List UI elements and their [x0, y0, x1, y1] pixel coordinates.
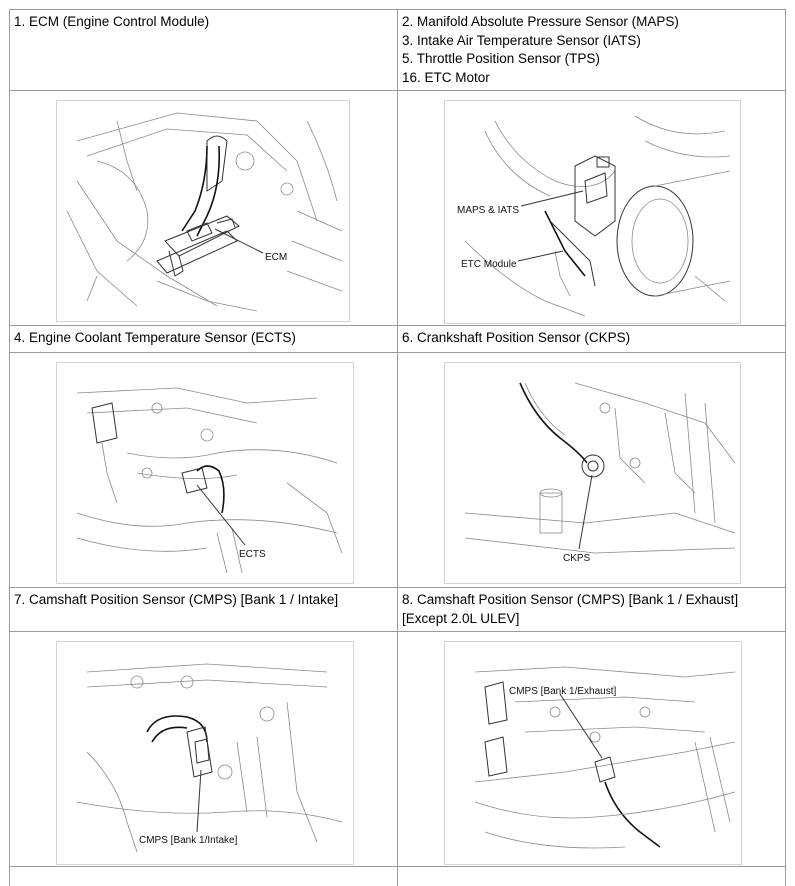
cmps-exhaust-diagram-svg — [445, 642, 741, 864]
cmps-intake-callout-label: CMPS [Bank 1/Intake] — [139, 835, 238, 846]
caption-line: 16. ETC Motor — [402, 69, 490, 85]
caption-cell-cmps-exhaust — [397, 587, 786, 632]
ckps-diagram-svg — [445, 363, 740, 583]
caption-line: 8. Camshaft Position Sensor (CMPS) [Bank 1 / Exhaust] — [402, 592, 739, 607]
ects-diagram — [56, 362, 354, 584]
caption-line: 1. ECM (Engine Control Module) — [14, 14, 210, 29]
cmps-exhaust-callout-label: CMPS [Bank 1/Exhaust] — [509, 686, 617, 697]
image-cell-ckps — [397, 352, 786, 588]
ects-diagram-svg — [57, 363, 353, 583]
ecm-diagram — [56, 100, 350, 322]
caption-line: 5. Throttle Position Sensor (TPS) — [402, 51, 600, 66]
caption-line: [Except 2.0L ULEV] — [402, 610, 520, 626]
caption-line: 4. Engine Coolant Temperature Sensor (ECTS) — [14, 330, 296, 345]
maps-iats-diagram-svg — [445, 101, 740, 323]
caption-cell-ckps — [397, 325, 786, 353]
image-cell-ecm — [9, 90, 398, 326]
maps-iats-diagram — [444, 100, 741, 324]
etc-module-callout-label: ETC Module — [461, 259, 517, 270]
image-cell-ects — [9, 352, 398, 588]
ckps-diagram — [444, 362, 741, 584]
ckps-callout-label: CKPS — [563, 553, 591, 564]
image-cell-maps-iats — [397, 90, 786, 326]
ects-callout-label: ECTS — [239, 549, 266, 560]
caption-cell-ecm — [9, 9, 398, 91]
next-row-cell-left — [9, 866, 398, 886]
cmps-intake-diagram — [56, 641, 354, 865]
caption-cell-cmps-intake — [9, 587, 398, 632]
caption-cell-maps-iats-tps-etc — [397, 9, 786, 91]
image-cell-cmps-exhaust — [397, 631, 786, 867]
caption-line: 7. Camshaft Position Sensor (CMPS) [Bank 1 / Intake] — [14, 592, 339, 607]
image-cell-cmps-intake — [9, 631, 398, 867]
maps-iats-callout-label: MAPS & IATS — [457, 205, 520, 216]
ecm-diagram-svg — [57, 101, 349, 321]
caption-cell-ects — [9, 325, 398, 353]
cmps-intake-diagram-svg — [57, 642, 353, 864]
next-row-cell-right — [397, 866, 786, 886]
caption-line: 2. Manifold Absolute Pressure Sensor (MAPS) — [402, 14, 679, 29]
caption-line: 3. Intake Air Temperature Sensor (IATS) — [402, 32, 641, 48]
cmps-exhaust-diagram — [444, 641, 742, 865]
ecm-callout-label: ECM — [265, 252, 288, 263]
caption-line: 6. Crankshaft Position Sensor (CKPS) — [402, 330, 631, 345]
